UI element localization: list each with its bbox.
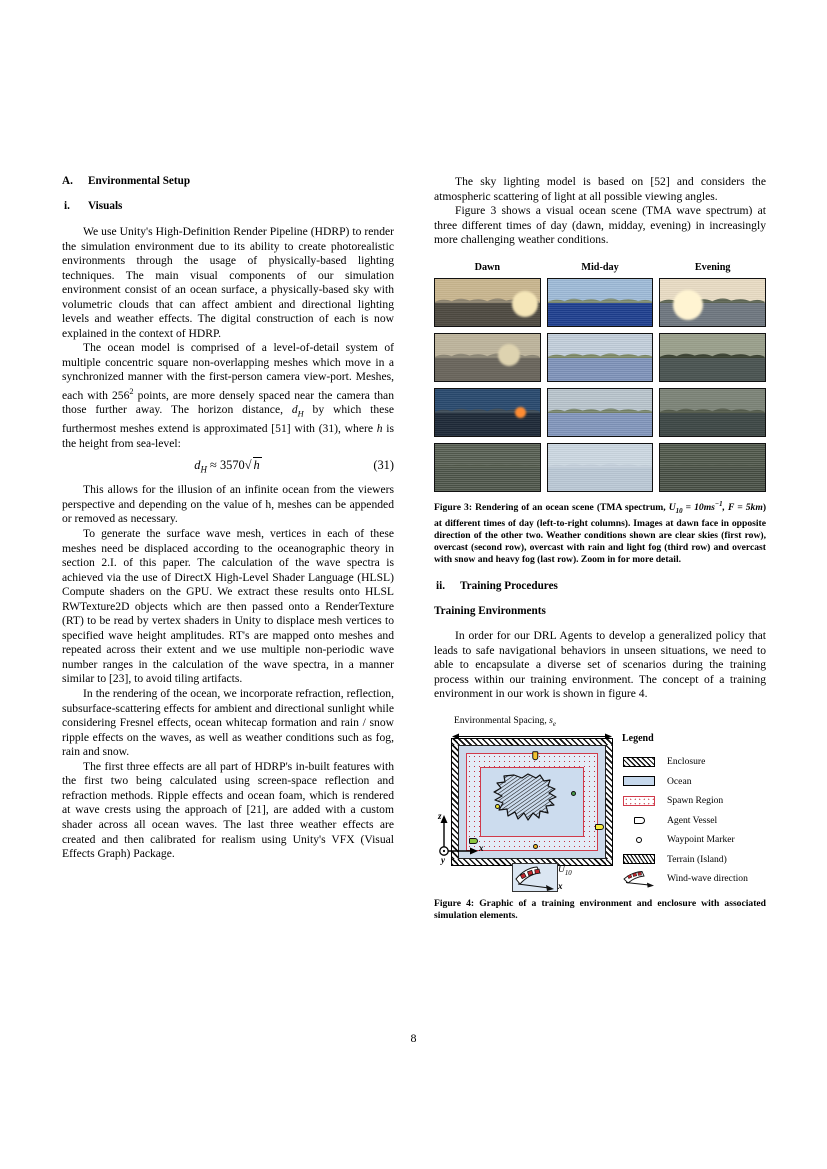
- waypoint-marker: [495, 804, 500, 809]
- symbol-h: h: [376, 422, 383, 436]
- wave-texture: [548, 279, 653, 326]
- figure-3-caption: [434, 499, 766, 567]
- wave-texture: [548, 444, 653, 491]
- axis-label-y: y: [441, 855, 445, 866]
- figure3-thumbnail: [659, 443, 766, 492]
- sun-glow: [498, 344, 520, 366]
- exponent-two: 2: [129, 387, 134, 397]
- paragraph-training-environments: In order for our DRL Agents to develop a generalized policy that leads to safe navigational behaviors in unseen situations, we need to able to encapsulate a diverse set of scenarios during the training process within our training environment. The concept of a training environment in our work is shown in figure 4.: [434, 629, 766, 701]
- legend-row: [622, 850, 767, 870]
- wind-wave-direction-swatch: [622, 870, 656, 888]
- wind-symbol-u: U: [558, 865, 565, 876]
- legend-row: [622, 830, 767, 850]
- figure3-thumbnail: [434, 333, 541, 382]
- wind-symbol-subscript: 10: [564, 869, 572, 877]
- legend-label: Enclosure: [667, 756, 706, 768]
- paragraph-figure3-intro: Figure 3 shows a visual ocean scene (TMA wave spectrum) at three different times of day (dawn, midday, evening) in increasingly more challenging weather conditions.: [434, 204, 766, 247]
- terrain-island-swatch: [623, 854, 655, 864]
- figure3-row: [434, 443, 766, 492]
- symbol-d-subscript: H: [297, 409, 304, 419]
- right-column: [434, 175, 766, 932]
- legend-swatch-container: [622, 873, 656, 884]
- paragraph-hdrp-features: The first three effects are all part of HDRP's in-built features with the first two being calculated using screen-space reflection and refraction methods. Ripple effects and ocean foam, which is rendered at wave crests using the approach of [21], are added with a custom shader across all ocean waves. The last three weather effects are created and then calibrated for realism using Unity's VFX (Visual Effects Graph) Package.: [62, 759, 394, 861]
- figure3-row: [434, 333, 766, 382]
- left-column: [62, 175, 394, 932]
- wave-texture: [548, 334, 653, 381]
- agent-vessel-swatch: [634, 817, 645, 824]
- figure3-thumbnail: [547, 388, 654, 437]
- equation-radicand: h: [253, 458, 260, 473]
- wave-texture: [435, 334, 540, 381]
- figure3-header-midday: Mid-day: [581, 261, 619, 273]
- sun-glow: [515, 407, 526, 418]
- figure-3: [434, 262, 766, 567]
- terrain-island: [492, 772, 560, 828]
- equation-body: [62, 458, 394, 474]
- figure3-header-evening: Evening: [694, 261, 731, 273]
- figure-4-graphic: [434, 715, 766, 890]
- figure3-thumbnail: [547, 333, 654, 382]
- figure-4: [434, 715, 766, 922]
- figure3-thumbnail: [434, 278, 541, 327]
- figure-4-caption-text: Graphic of a training environment and enclosure with associated simulation elements.: [434, 898, 766, 922]
- equation-approx-sign: ≈: [210, 458, 217, 473]
- sqrt-symbol: √: [244, 458, 252, 473]
- wave-texture: [548, 389, 653, 436]
- equation-number: (31): [373, 458, 394, 473]
- legend-row: [622, 811, 767, 831]
- figure-3-image-grid: [434, 278, 766, 492]
- figure-4-legend: [622, 733, 767, 889]
- legend-title: Legend: [622, 733, 654, 745]
- waypoint-marker: [533, 844, 538, 849]
- legend-swatch-container: [622, 815, 656, 826]
- legend-swatch-container: [622, 776, 656, 787]
- section-title: Environmental Setup: [88, 175, 191, 187]
- subsection-heading-training-procedures: [434, 580, 766, 592]
- figure-4-caption-prefix: Figure 4:: [434, 898, 475, 910]
- page-number: 8: [410, 1031, 417, 1045]
- figure-3-column-headers: [434, 262, 766, 273]
- legend-row: [622, 752, 767, 772]
- figure3-thumbnail: [434, 388, 541, 437]
- paragraph-ocean-model: [62, 341, 394, 451]
- figure-3-caption-part2: ) at different times of day (left-to-right columns). Images at dawn face in opposite direction of the other two. Weather conditions shown are clear skies (first row), overcast (second row), overcast with rain and light fog (third row) and overcast with snow and heavy fog (last row). Zoom in for more detail.: [434, 501, 767, 566]
- subsection-title: Visuals: [88, 200, 123, 212]
- spawn-region-swatch: [623, 796, 655, 806]
- figure-3-values: 10ms: [694, 501, 715, 513]
- legend-swatch-container: [622, 756, 656, 767]
- ocean-model-part3: by which these furthermost meshes extend is approximated [51] with (31), where: [62, 403, 394, 436]
- legend-row: [622, 772, 767, 792]
- wave-texture: [660, 444, 765, 491]
- ocean-model-part2: points, are more densely spaced near the camera than those further away. The horizon distance,: [62, 388, 394, 417]
- figure-4-caption: [434, 898, 766, 922]
- axis-label-z: z: [438, 811, 442, 822]
- heading-training-environments: Training Environments: [434, 605, 546, 618]
- legend-label: Spawn Region: [667, 795, 724, 807]
- figure-3-u10: U: [668, 501, 676, 513]
- legend-swatch-container: [622, 834, 656, 845]
- equation-lhs: d: [194, 458, 201, 473]
- wind-wave-direction-icon: [512, 863, 558, 892]
- figure3-thumbnail: [659, 388, 766, 437]
- sun-glow: [673, 290, 703, 320]
- subsection-heading-visuals: [62, 200, 394, 212]
- paragraph-sky-lighting: The sky lighting model is based on [52] and considers the atmospheric scattering of light at all possible viewing angles.: [434, 175, 766, 203]
- legend-row: [622, 791, 767, 811]
- figure-3-u10-subscript: 10: [675, 507, 683, 515]
- figure-3-values-exponent: −1: [714, 500, 723, 508]
- legend-label: Wind-wave direction: [667, 873, 748, 885]
- spacing-symbol-subscript: e: [552, 720, 556, 728]
- ocean-swatch: [623, 776, 655, 786]
- equation-lhs-subscript: H: [200, 464, 207, 475]
- environmental-spacing-label: [454, 715, 556, 728]
- legend-label: Agent Vessel: [667, 814, 718, 826]
- figure3-thumbnail: [659, 278, 766, 327]
- wind-wave-glyph: [513, 864, 557, 891]
- two-column-layout: [62, 175, 767, 932]
- ocean-model-part4: is the height from sea-level:: [62, 422, 394, 450]
- figure3-thumbnail: [434, 443, 541, 492]
- subsection-label: i.: [64, 200, 70, 212]
- subsection-ii-label: ii.: [436, 580, 446, 593]
- paragraph-hdrp: We use Unity's High-Definition Render Pipeline (HDRP) to render the simulation environment due to its ability to create photorealistic environments through the usage of physically-based lighting techniques. The main visual components of our simulation environment consist of an ocean surface, a physically-based sky with volumetric clouds that can affect ambient and directional lighting levels and weather effects. The digital construction of each is now explained in the context of HDRP.: [62, 225, 394, 340]
- figure3-thumbnail: [547, 443, 654, 492]
- spacing-symbol: s: [549, 715, 553, 727]
- figure-3-caption-eq: =: [682, 501, 695, 513]
- equation-31: [62, 458, 394, 478]
- paragraph-infinite-ocean: This allows for the illusion of an infinite ocean from the viewers perspective and depending on the value of h, meshes can be appended or removed as necessary.: [62, 483, 394, 526]
- paragraph-wave-mesh: To generate the surface wave mesh, vertices in each of these meshes need be displaced according to the oceanographic theory in section 2.I. of this paper. The calculation of the wave spectra is achieved via the use of DirectX High-Level Shader Language (HLSL) Compute shaders on the GPU. We extract these results onto HLSL RWTexture2D objects which are then passed onto a RenderTexture (RT) to be read by vertex shaders in Unity to displace mesh vertices to specified wave height amplitudes. RT's are mapped onto meshes and repeated across their extent and we use multiple non-periodic wave number ranges in the calculation of the wave spectra, in a manner similar to [23], to avoid tiling artifacts.: [62, 527, 394, 686]
- enclosure-swatch: [623, 757, 655, 767]
- figure3-thumbnail: [547, 278, 654, 327]
- section-heading-environmental-setup: [62, 175, 394, 187]
- legend-label: Ocean: [667, 775, 692, 787]
- figure-3-caption-part1: Rendering of an ocean scene (TMA spectrum,: [472, 501, 669, 513]
- environmental-spacing-text: Environmental Spacing,: [454, 715, 550, 727]
- wind-speed-symbol: [558, 865, 572, 877]
- agent-vessel: [533, 751, 539, 760]
- legend-swatch-container: [622, 795, 656, 806]
- wave-texture: [435, 444, 540, 491]
- axis-label-x: x: [479, 843, 484, 854]
- legend-label: Terrain (Island): [667, 853, 727, 865]
- figure3-row: [434, 388, 766, 437]
- legend-row: [622, 869, 767, 889]
- section-label: A.: [62, 175, 73, 187]
- waypoint-marker-swatch: [636, 837, 642, 843]
- waypoint-marker: [571, 791, 576, 796]
- figure3-thumbnail: [659, 333, 766, 382]
- equation-coefficient: 3570: [219, 458, 245, 473]
- figure3-header-dawn: Dawn: [474, 261, 501, 273]
- legend-label: Waypoint Marker: [667, 834, 735, 846]
- symbol-d: d: [291, 403, 298, 417]
- subsection-ii-title: Training Procedures: [460, 580, 558, 593]
- legend-swatch-container: [622, 854, 656, 865]
- legend-rows: [622, 752, 767, 889]
- paragraph-rendering-effects: In the rendering of the ocean, we incorporate refraction, reflection, subsurface-scattering effects for ambient and directional sunlight while considering Fresnel effects, ocean whitecap formation and rain / snow ripple effects on the waves, as well as weather conditions such as fog, rain and snow.: [62, 687, 394, 759]
- agent-vessel: [595, 824, 604, 830]
- wave-texture: [660, 334, 765, 381]
- ocean-model-part1: The ocean model is comprised of a level-of-detail system of multiple concentric square non-overlapping meshes which move in a synchronized manner with the first-person camera view-port. Meshes, each with 256: [62, 341, 394, 402]
- wave-texture: [660, 389, 765, 436]
- figure3-row: [434, 278, 766, 327]
- figure-3-values-2: , F = 5km: [722, 501, 763, 513]
- figure-3-caption-prefix: Figure 3:: [434, 501, 473, 513]
- wind-icon-axis-x: x: [558, 881, 563, 892]
